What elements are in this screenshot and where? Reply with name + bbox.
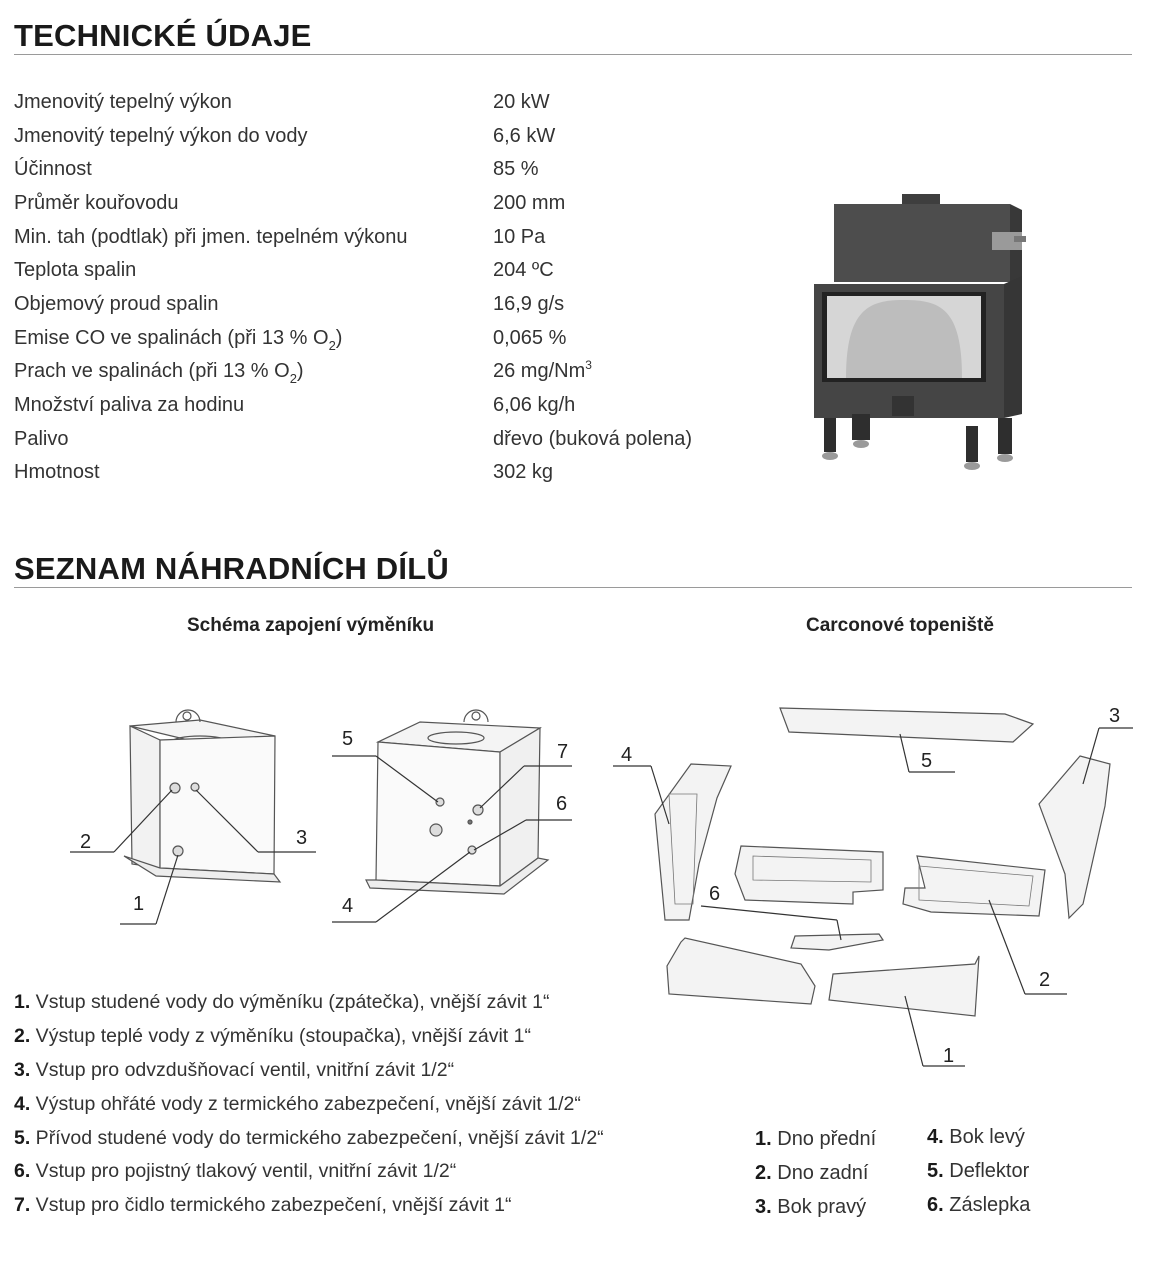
part-item: 2. Dno zadní [755, 1162, 869, 1184]
spec-row [14, 192, 774, 222]
spec-row [14, 125, 774, 155]
right-side-part [1039, 756, 1110, 918]
spec-label: Jmenovitý tepelný výkon [14, 91, 232, 113]
firebox-callout-3: 3 [1109, 705, 1121, 727]
spec-value: 204 ºC [493, 259, 554, 281]
part-item: 3. Bok pravý [755, 1196, 867, 1218]
exchanger-diagram-caption: Schéma zapojení výměníku [187, 615, 435, 636]
callout-3: 3 [296, 827, 308, 849]
spec-row [14, 293, 774, 323]
legend-item: 7. Vstup pro čidlo termického zabezpečení, vnější závit 1“ [14, 1194, 512, 1216]
spec-row [14, 259, 774, 289]
firebox-exploded-diagram [605, 694, 1140, 1074]
spec-label: Min. tah (podtlak) při jmen. tepelném výkonu [14, 226, 408, 248]
spec-label: Účinnost [14, 158, 92, 180]
part-item: 4. Bok levý [927, 1126, 1025, 1148]
spec-value: 20 kW [493, 91, 550, 113]
spec-row [14, 461, 774, 491]
cover-plate-part [791, 934, 883, 950]
spec-label: Teplota spalin [14, 259, 137, 281]
spec-value: 85 % [493, 158, 539, 180]
spec-label: Množství paliva za hodinu [14, 394, 245, 416]
deflector-part [780, 708, 1033, 742]
spec-label: Jmenovitý tepelný výkon do vody [14, 125, 308, 147]
part-item: 5. Deflektor [927, 1160, 1030, 1182]
spec-value: 26 mg/Nm$^3$ [493, 358, 592, 382]
section-divider [14, 587, 1132, 588]
spec-row [14, 91, 774, 121]
firebox-callout-4: 4 [621, 744, 633, 766]
spec-value: 302 kg [493, 461, 554, 483]
spec-row [14, 428, 774, 458]
legend-item: 6. Vstup pro pojistný tlakový ventil, vnitřní závit 1/2“ [14, 1160, 457, 1182]
firebox-diagram-caption: Carconové topeniště [806, 615, 994, 636]
legend-item: 4. Výstup ohřáté vody z termického zabezpečení, vnější závit 1/2“ [14, 1093, 581, 1115]
legend-item: 1. Vstup studené vody do výměníku (zpátečka), vnější závit 1“ [14, 991, 550, 1013]
spec-row [14, 158, 774, 188]
spec-row [14, 360, 774, 390]
callout-2: 2 [80, 831, 92, 853]
part-item: 6. Záslepka [927, 1194, 1031, 1216]
spec-label: Hmotnost [14, 461, 100, 483]
firebox-callout-6: 6 [709, 883, 721, 905]
spec-row [14, 394, 774, 424]
spec-label: Palivo [14, 428, 69, 450]
spec-value: 200 mm [493, 192, 566, 214]
firebox-callout-1: 1 [943, 1045, 955, 1067]
firebox-callout-5: 5 [921, 750, 933, 772]
spec-label: Průměr kouřovodu [14, 192, 179, 214]
spec-row [14, 327, 774, 357]
technical-data-title: TECHNICKÉ ÚDAJE [14, 18, 312, 53]
rear-floor-right [903, 856, 1045, 916]
heat-exchanger-diagram [60, 700, 620, 930]
spec-label: Prach ve spalinách (při 13 % $O_2$) [14, 360, 304, 386]
spec-row [14, 226, 774, 256]
legend-item: 5. Přívod studené vody do termického zabezpečení, vnější závit 1/2“ [14, 1127, 604, 1149]
part-item: 1. Dno přední [755, 1128, 877, 1150]
legend-item: 2. Výstup teplé vody z výměníku (stoupačka), vnější závit 1“ [14, 1025, 531, 1047]
callout-5: 5 [342, 728, 354, 750]
spec-value: dřevo (buková polena) [493, 428, 693, 450]
rear-floor-left [735, 846, 883, 904]
spec-value: 6,6 kW [493, 125, 556, 147]
legend-item: 3. Vstup pro odvzdušňovací ventil, vnitřní závit 1/2“ [14, 1059, 455, 1081]
front-floor-right [829, 956, 979, 1016]
callout-1: 1 [133, 893, 145, 915]
spec-value: 6,06 kg/h [493, 394, 576, 416]
spec-value: 0,065 % [493, 327, 567, 349]
firebox-callout-2: 2 [1039, 969, 1051, 991]
callout-6: 6 [556, 793, 568, 815]
spare-parts-title: SEZNAM NÁHRADNÍCH DÍLŮ [14, 551, 449, 586]
spec-label: Emise CO ve spalinách (při 13 % $O_2$) [14, 327, 343, 353]
spec-label: Objemový proud spalin [14, 293, 219, 315]
spec-value: 16,9 g/s [493, 293, 565, 315]
exchanger-right-view [366, 710, 548, 894]
callout-4: 4 [342, 895, 354, 917]
section-divider [14, 54, 1132, 55]
callout-7: 7 [557, 741, 569, 763]
fireplace-product-image [800, 188, 1036, 488]
spec-value: 10 Pa [493, 226, 546, 248]
